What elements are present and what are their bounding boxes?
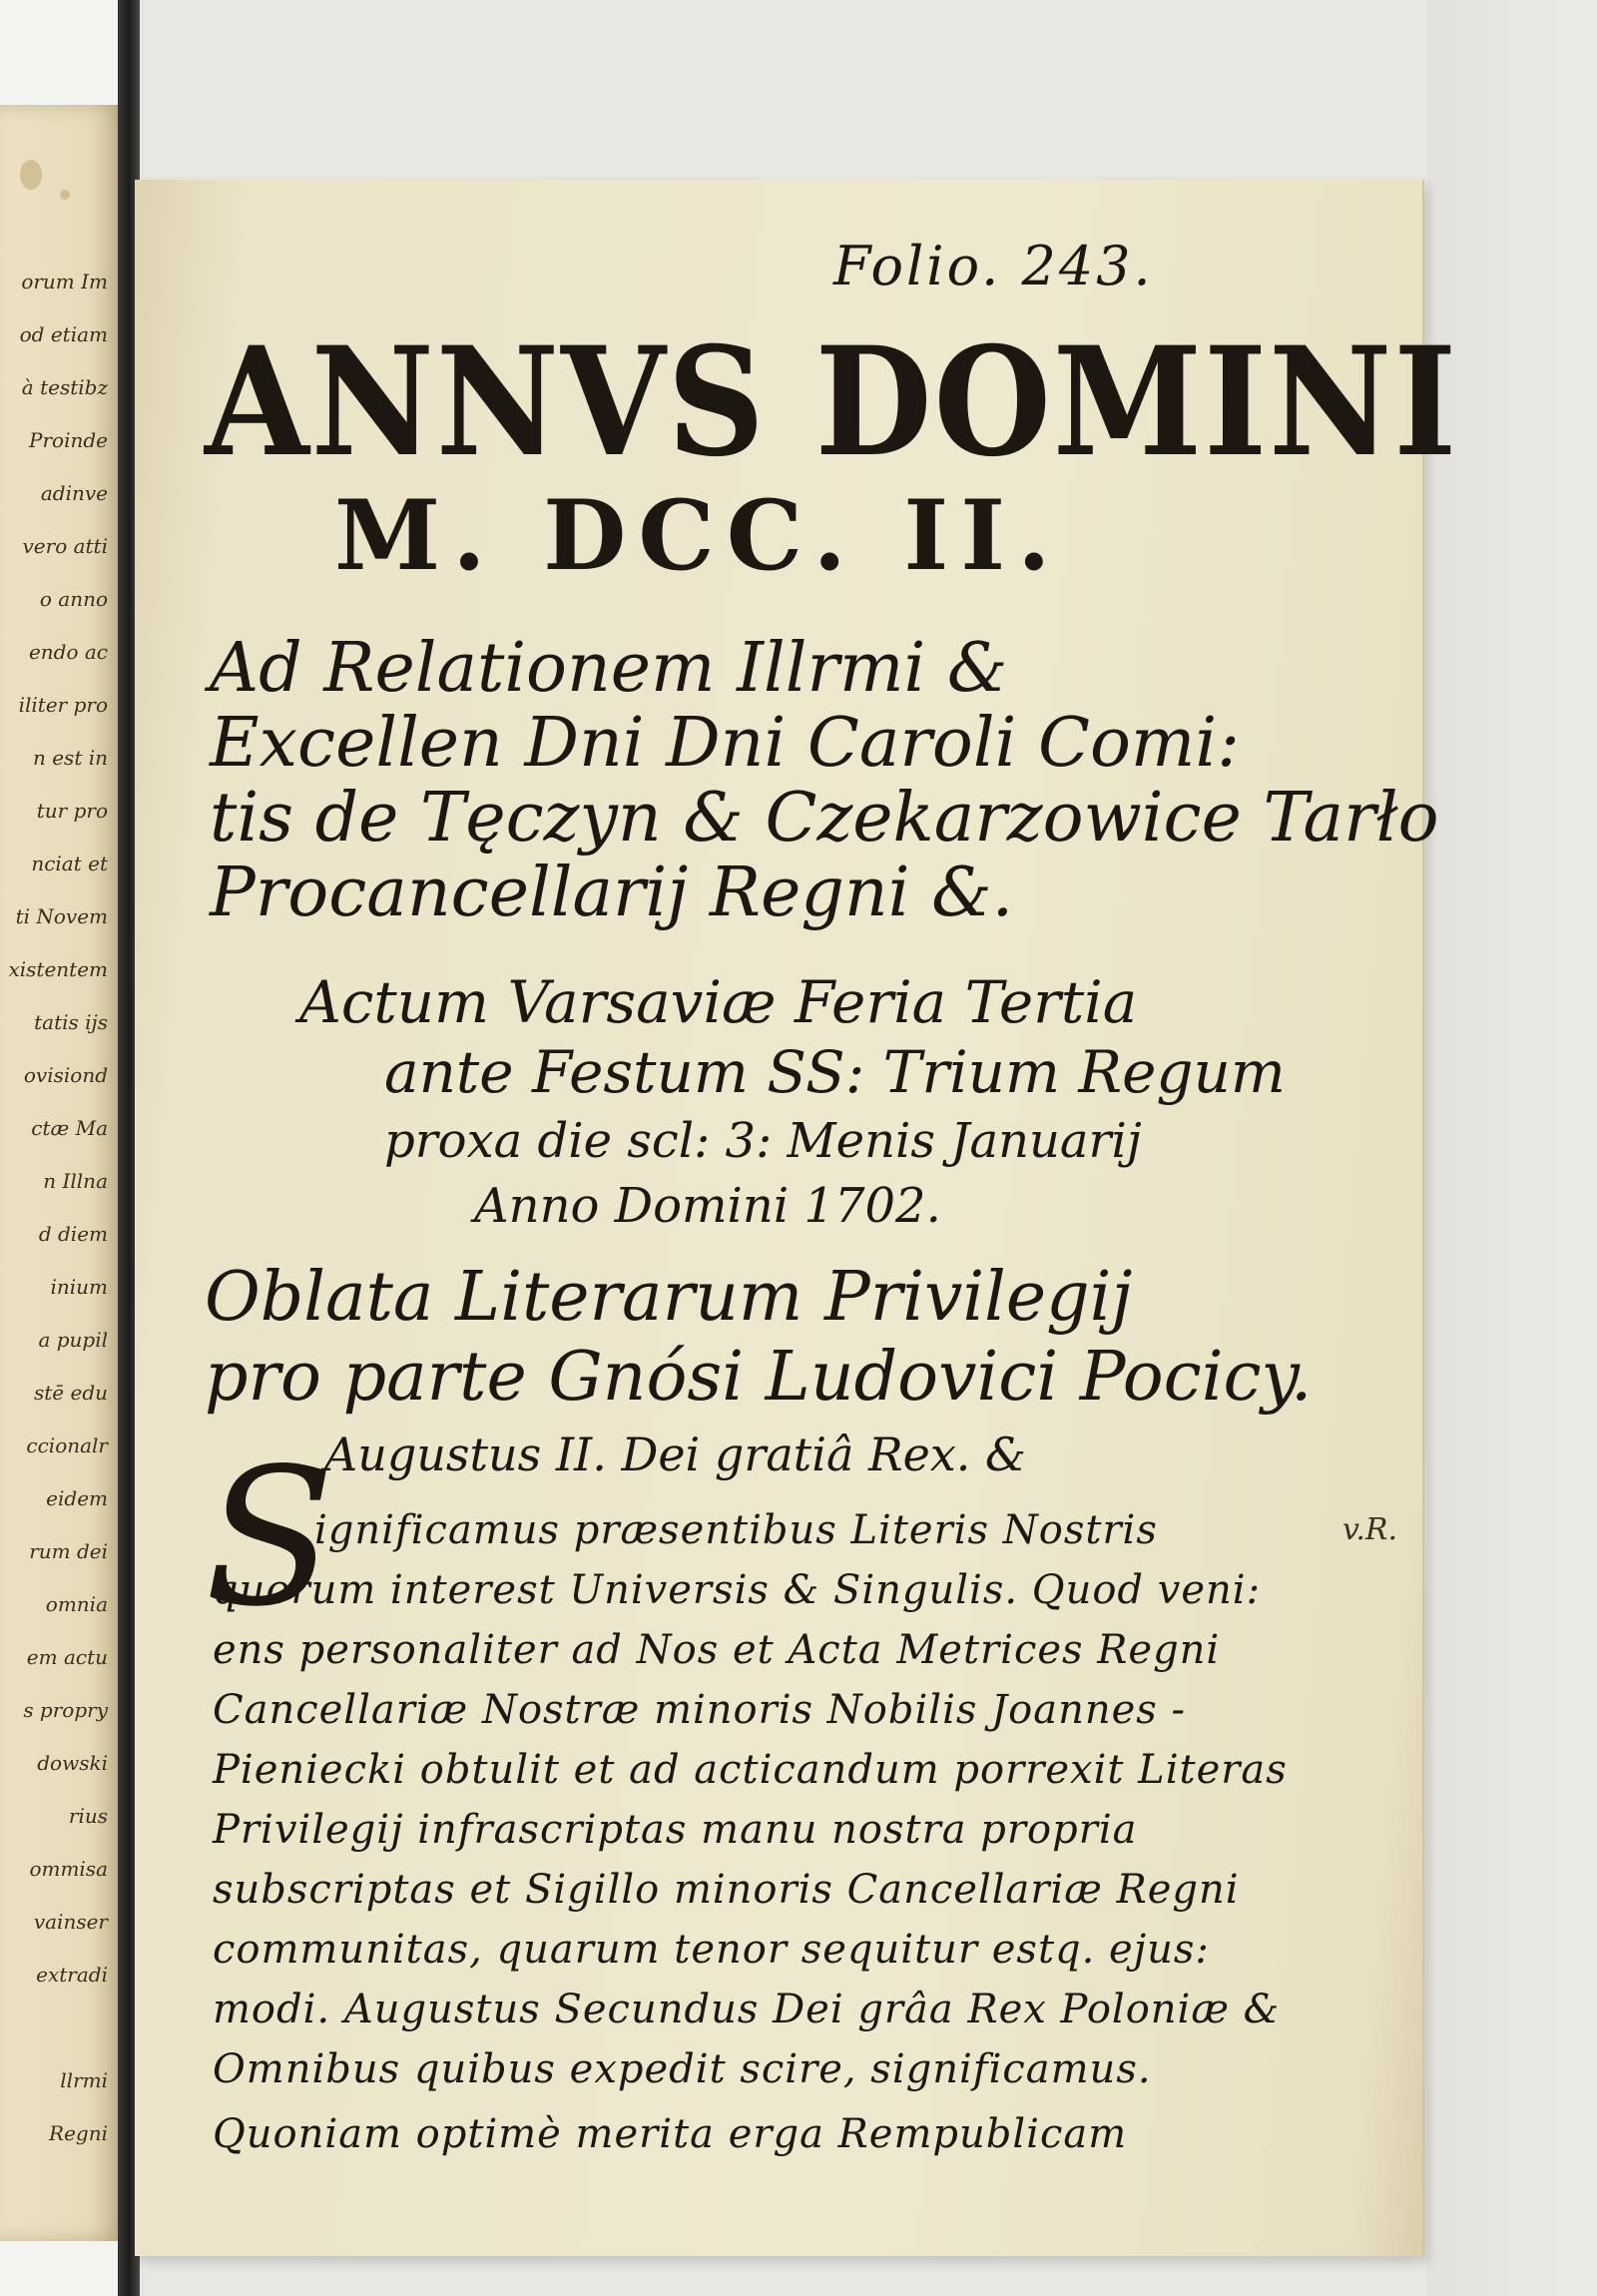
body-line: modi. Augustus Secundus Dei grâa Rex Poloniæ & — [213, 1987, 1281, 2032]
body-line: Privilegij infrascriptas manu nostra propria — [213, 1807, 1138, 1853]
left-page-line: iliter pro — [18, 693, 108, 717]
left-page-line: o anno — [39, 587, 108, 611]
left-page-line: tur pro — [36, 799, 108, 823]
margin-note: v.R. — [1342, 1512, 1398, 1547]
relation-line: Excellen Dni Dni Caroli Comi: — [210, 704, 1241, 783]
manuscript-page — [135, 180, 1459, 2256]
title-year-roman: M. DCC. II. — [334, 479, 1063, 592]
actum-line: Actum Varsaviæ Feria Tertia — [299, 968, 1138, 1036]
oblata-line: pro parte Gnósi Ludovici Pocicy. — [205, 1338, 1313, 1417]
left-page-line: rius — [68, 1804, 108, 1828]
left-page-line: adinve — [40, 481, 108, 505]
left-page-line: xistentem — [8, 957, 108, 981]
left-page-line: endo ac — [28, 640, 108, 664]
body-line: subscriptas et Sigillo minoris Cancellariæ Regni — [213, 1867, 1240, 1913]
left-page-line: ovisiond — [23, 1063, 108, 1087]
body-line: Quoniam optimè merita erga Rempublicam — [213, 2111, 1128, 2157]
left-page-line: d diem — [38, 1222, 108, 1246]
body-line: Omnibus quibus expedit scire, significamus. — [213, 2046, 1152, 2092]
left-page-line: rum dei — [29, 1539, 108, 1563]
actum-line: ante Festum SS: Trium Regum — [384, 1038, 1286, 1106]
drop-capital: S — [205, 1428, 335, 1648]
left-page-line: nciat et — [31, 852, 108, 875]
body-line: quorum interest Universis & Singulis. Quod veni: — [213, 1567, 1262, 1613]
relation-line: tis de Tęczyn & Czekarzowice Tarło — [210, 779, 1439, 858]
left-page-line: Proinde — [29, 428, 108, 452]
left-page-line: dowski — [37, 1751, 108, 1775]
left-page-line: eidem — [46, 1486, 108, 1510]
body-line: Cancellariæ Nostræ minoris Nobilis Joannes - — [213, 1687, 1187, 1733]
left-page-line: ccionalr — [26, 1434, 108, 1457]
left-page-line: n est in — [32, 746, 108, 770]
left-page-line: n Illna — [43, 1169, 108, 1193]
title-annus-domini: ANNVS DOMINI — [205, 314, 1459, 490]
left-page-line: inium — [50, 1275, 108, 1299]
left-page-line: a pupil — [38, 1328, 108, 1352]
left-page-line: Regni — [49, 2121, 108, 2145]
left-page-line: od etiam — [19, 322, 108, 346]
left-page — [0, 105, 125, 2241]
left-page-line: orum Im — [21, 270, 108, 293]
left-page-line: ti Novem — [15, 904, 108, 928]
left-page-line: ctæ Ma — [31, 1116, 108, 1140]
left-page-line: vainser — [33, 1910, 108, 1934]
left-page-line: omnia — [45, 1592, 108, 1616]
relation-line: Procancellarij Regni &. — [210, 854, 1014, 932]
left-page-line: ommisa — [29, 1857, 108, 1881]
actum-line: proxa die scl: 3: Menis Januarij — [384, 1113, 1142, 1169]
folio-number: Folio. 243. — [833, 235, 1154, 297]
body-line: ignificamus præsentibus Literis Nostris — [314, 1507, 1158, 1553]
left-page-line: em actu — [26, 1645, 108, 1669]
body-line: Pieniecki obtulit et ad acticandum porrexit Literas — [213, 1747, 1288, 1793]
body-line: ens personaliter ad Nos et Acta Metrices Regni — [213, 1627, 1221, 1673]
left-page-line: s propry — [23, 1698, 108, 1722]
left-page-line: extradi — [36, 1963, 108, 1987]
ink-stain — [60, 190, 70, 200]
ink-stain — [20, 160, 42, 190]
augustus-heading: Augustus II. Dei gratiâ Rex. & — [324, 1428, 1026, 1481]
left-page-line: stē edu — [33, 1381, 108, 1405]
relation-line: Ad Relationem Illrmi & — [210, 629, 1008, 708]
oblata-line: Oblata Literarum Privilegij — [205, 1258, 1133, 1337]
body-line: communitas, quarum tenor sequitur estq. ejus: — [213, 1927, 1210, 1973]
left-page-line: llrmi — [60, 2068, 108, 2092]
left-page-line: tatis ijs — [34, 1010, 108, 1034]
left-page-line: à testibz — [21, 375, 108, 399]
actum-line: Anno Domini 1702. — [474, 1178, 941, 1234]
left-page-line: vero atti — [22, 534, 108, 558]
